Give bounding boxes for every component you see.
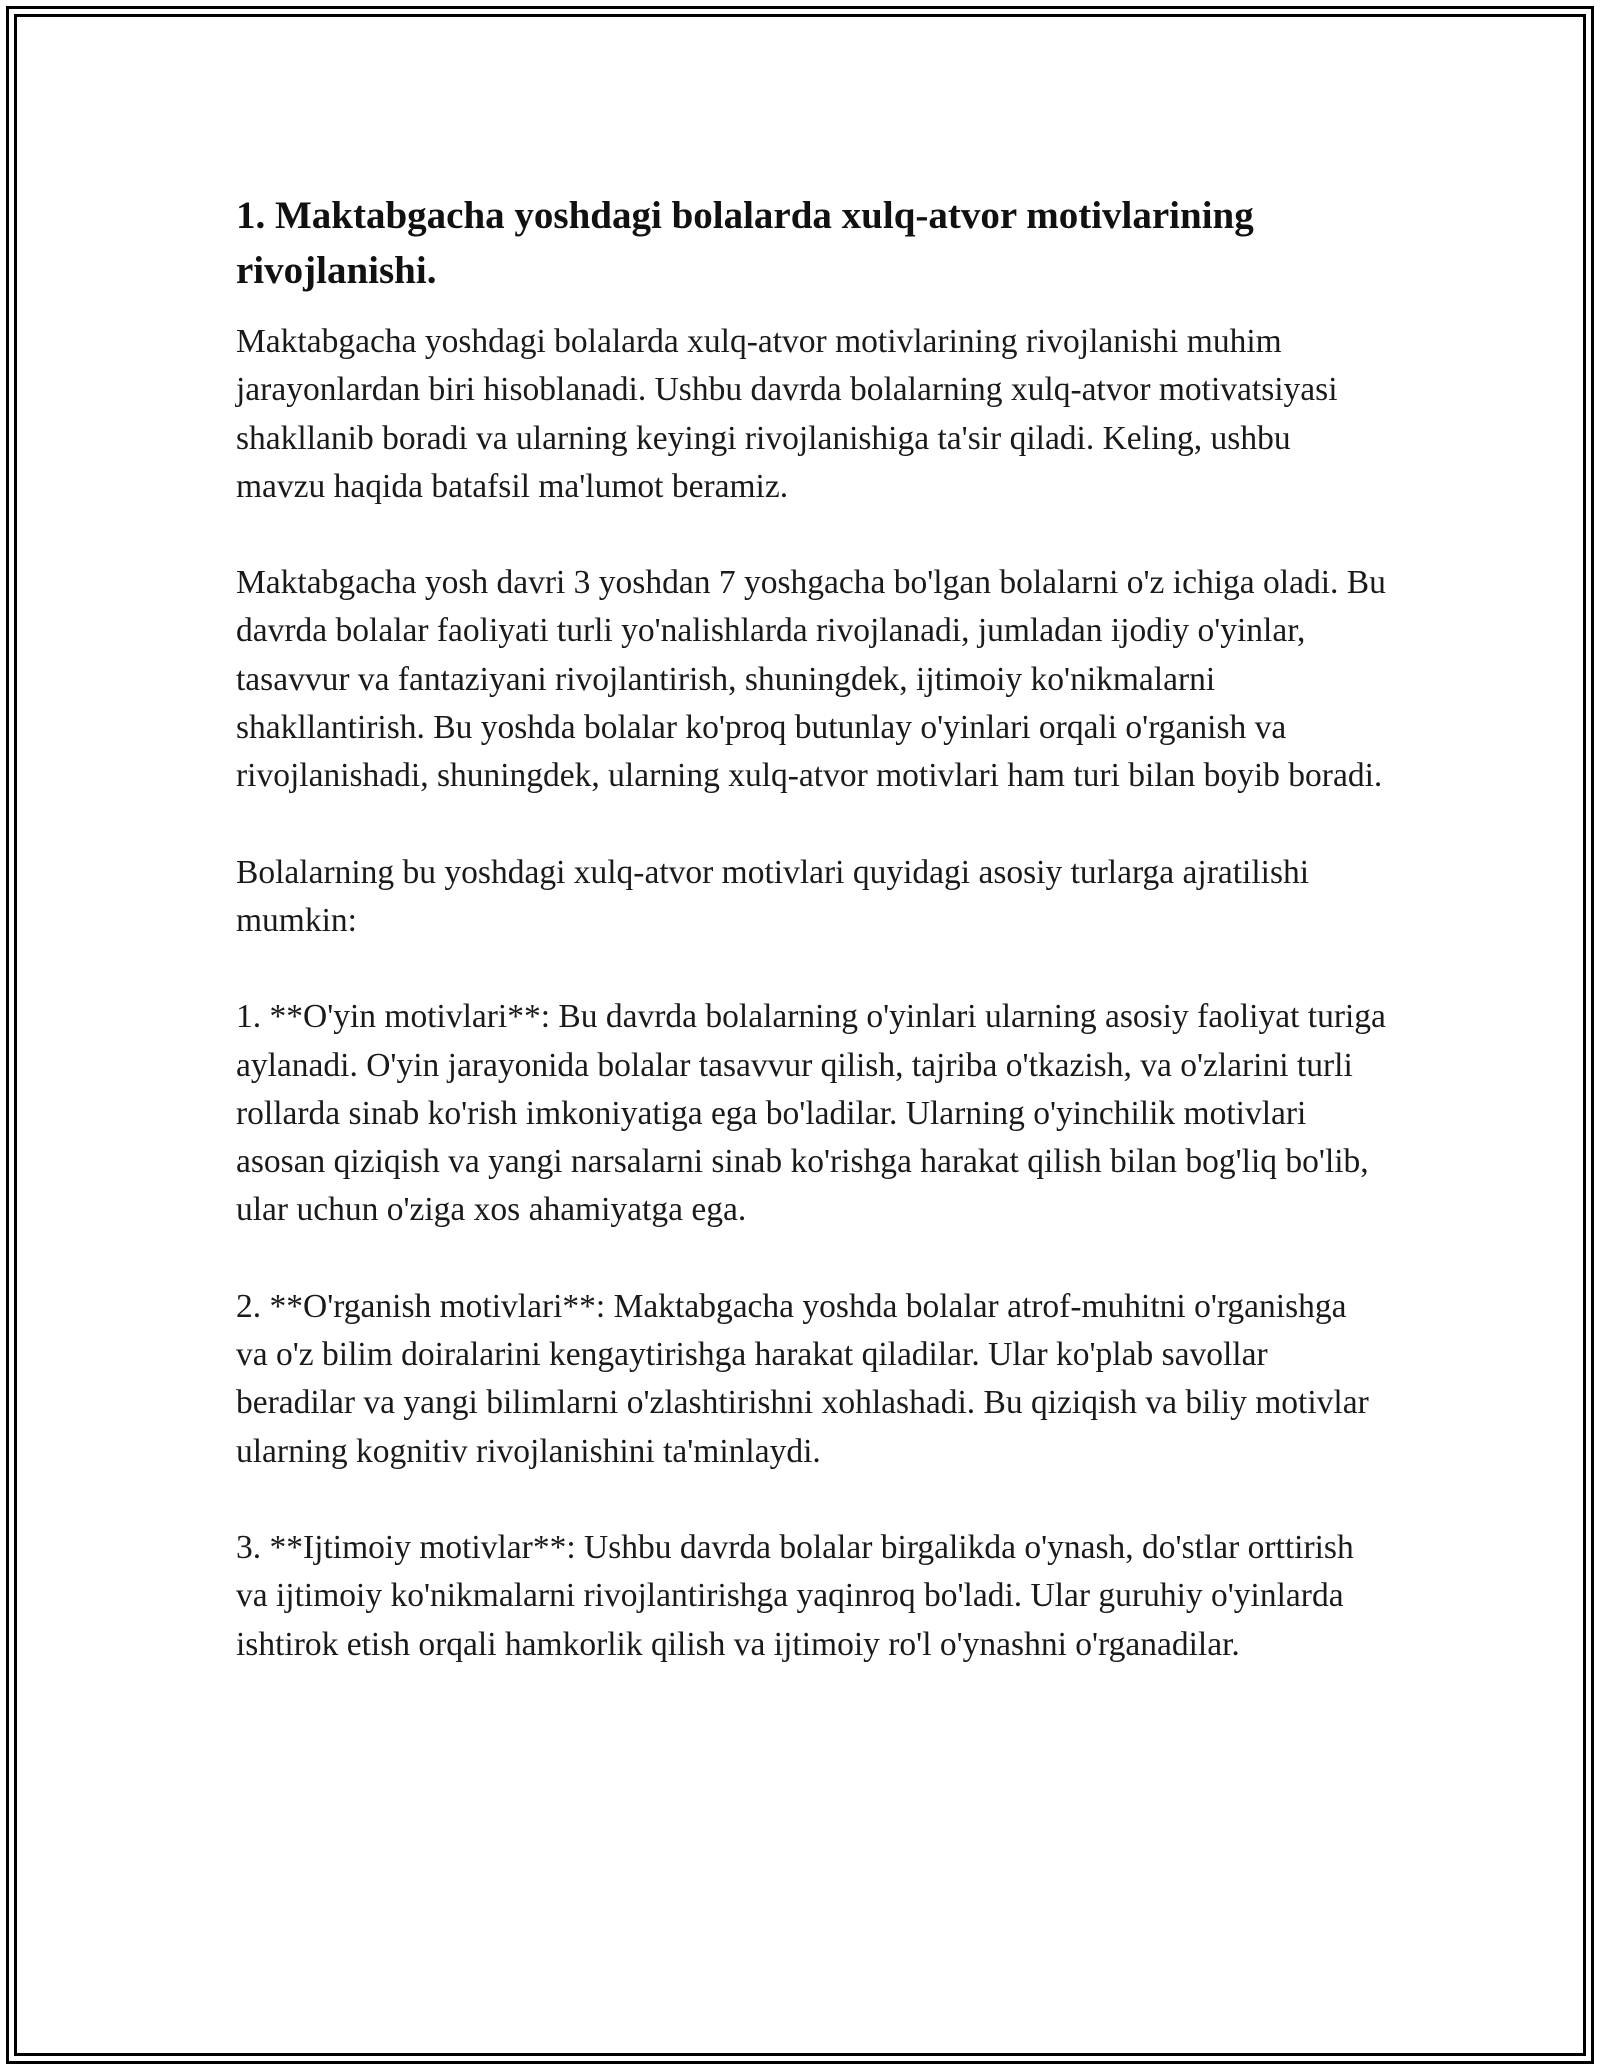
paragraph-play-motives: 1. **O'yin motivlari**: Bu davrda bolalarning o'yinlari ularning asosiy faoliyat turiga aylanadi. O'yin jarayonida bolalar tasavvur qilish, tajriba o'tkazish, va o'zlarini turli rollarda sinab ko'rish imkoniyatiga ega bo'ladilar. Ularning o'yinchilik motivlari asosan qiziqish va yangi narsalarni sinab ko'rishga harakat qilish bilan bog'liq bo'lib, ular uchun o'ziga xos ahamiyatga ega. — [236, 998, 1386, 1229]
paragraph-social-motives: 3. **Ijtimoiy motivlar**: Ushbu davrda bolalar birgalikda o'ynash, do'stlar orttirish va ijtimoiy ko'nikmalarni rivojlantirishga yaqinroq bo'ladi. Ular guruhiy o'yinlarda ishtirok etish orqali hamkorlik qilish va ijtimoiy ro'l o'ynashni o'rganadilar. — [236, 1528, 1354, 1663]
document-title: 1. Maktabgacha yoshdagi bolalarda xulq-atvor motivlarining rivojlanishi. — [236, 194, 1254, 292]
document-body — [236, 188, 1386, 1717]
paragraph-intro: Maktabgacha yoshdagi bolalarda xulq-atvor motivlarining rivojlanishi muhim jarayonlardan biri hisoblanadi. Ushbu davrda bolalarning xulq-atvor motivatsiyasi shakllanib boradi va ularning keyingi rivojlanishiga ta'sir qiladi. Keling, ushbu mavzu haqida batafsil ma'lumot beramiz. — [236, 323, 1338, 505]
paragraph-age-period: Maktabgacha yosh davri 3 yoshdan 7 yoshgacha bo'lgan bolalarni o'z ichiga oladi. Bu davrda bolalar faoliyati turli yo'nalishlarda rivojlanadi, jumladan ijodiy o'yinlar, tasavvur va fantaziyani rivojlantirish, shuningdek, ijtimoiy ko'nikmalarni shakllantirish. Bu yoshda bolalar ko'proq butunlay o'yinlari orqali o'rganish va rivojlanishadi, shuningdek, ularning xulq-atvor motivlari ham turi bilan boyib boradi. — [236, 564, 1386, 795]
paragraph-learning-motives: 2. **O'rganish motivlari**: Maktabgacha yoshda bolalar atrof-muhitni o'rganishga va o'z bilim doiralarini kengaytirishga harakat qiladilar. Ular ko'plab savollar beradilar va yangi bilimlarni o'zlashtirishni xohlashadi. Bu qiziqish va biliy motivlar ularning kognitiv rivojlanishini ta'minlaydi. — [236, 1287, 1369, 1470]
paragraph-motive-types: Bolalarning bu yoshdagi xulq-atvor motivlari quyidagi asosiy turlarga ajratilishi mumkin: — [236, 853, 1310, 939]
